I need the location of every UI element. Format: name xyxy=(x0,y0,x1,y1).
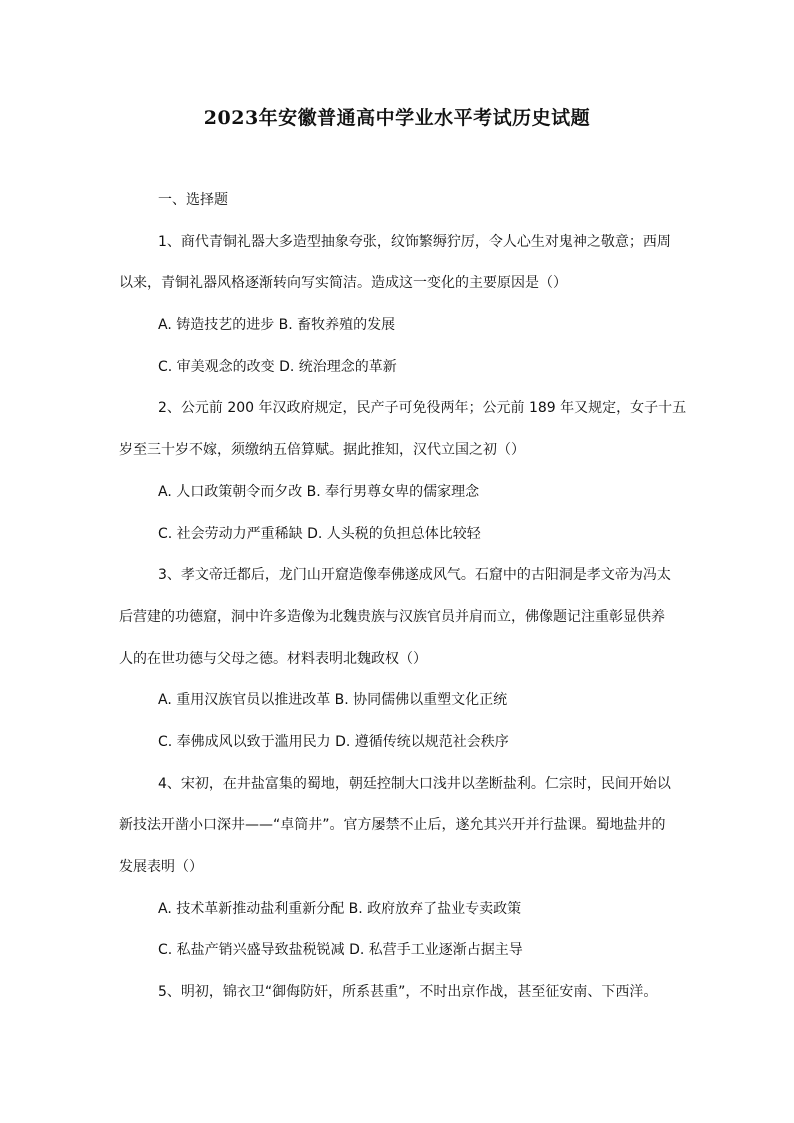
text-line: 2、公元前 200 年汉政府规定，民产子可免役两年；公元前 189 年又规定，女子十五 xyxy=(158,400,687,417)
text-line: A. 人口政策朝令而夕改 B. 奉行男尊女卑的儒家理念 xyxy=(158,483,480,500)
text-line: 岁至三十岁不嫁，须缴纳五倍算赋。据此推知，汉代立国之初（） xyxy=(119,442,525,459)
text-line: 后营建的功德窟，洞中许多造像为北魏贵族与汉族官员并肩而立，佛像题记注重彰显供养 xyxy=(119,608,665,625)
text-line: 新技法开凿小口深井——“卓筒井”。官方屡禁不止后，遂允其兴开并行盐课。蜀地盐井的 xyxy=(119,817,666,834)
text-line: 5、明初，锦衣卫“御侮防奸，所系甚重”，不时出京作战，甚至征安南、下西洋。 xyxy=(158,984,658,1001)
document-title: 2023年安徽普通高中学业水平考试历史试题 xyxy=(203,107,591,129)
text-line: 4、宋初，在井盐富集的蜀地，朝廷控制大口浅井以垄断盐利。仁宗时，民间开始以 xyxy=(158,775,671,792)
text-line: A. 重用汉族官员以推进改革 B. 协同儒佛以重塑文化正统 xyxy=(158,692,508,709)
text-line: A. 技术革新推动盐利重新分配 B. 政府放弃了盐业专卖政策 xyxy=(158,900,522,917)
text-line: C. 审美观念的改变 D. 统治理念的革新 xyxy=(158,358,397,375)
text-line: 一、选择题 xyxy=(158,192,228,208)
text-line: C. 奉佛成风以致于滥用民力 D. 遵循传统以规范社会秩序 xyxy=(158,733,509,750)
text-line: 1、商代青铜礼器大多造型抽象夸张，纹饰繁缛狞厉，令人心生对鬼神之敬意；西周 xyxy=(158,233,671,250)
text-line: C. 社会劳动力严重稀缺 D. 人头税的负担总体比较轻 xyxy=(158,525,481,542)
text-line: C. 私盐产销兴盛导致盐税锐减 D. 私营手工业逐渐占据主导 xyxy=(158,942,523,959)
text-line: 以来，青铜礼器风格逐渐转向写实简洁。造成这一变化的主要原因是（） xyxy=(119,275,567,292)
document-body xyxy=(119,186,687,1020)
text-line: A. 铸造技艺的进步 B. 畜牧养殖的发展 xyxy=(158,317,396,334)
text-line: 发展表明（） xyxy=(119,859,203,875)
text-line: 人的在世功德与父母之德。材料表明北魏政权（） xyxy=(119,650,427,667)
text-line: 3、孝文帝迁都后，龙门山开窟造像奉佛遂成风气。石窟中的古阳洞是孝文帝为冯太 xyxy=(158,567,671,584)
